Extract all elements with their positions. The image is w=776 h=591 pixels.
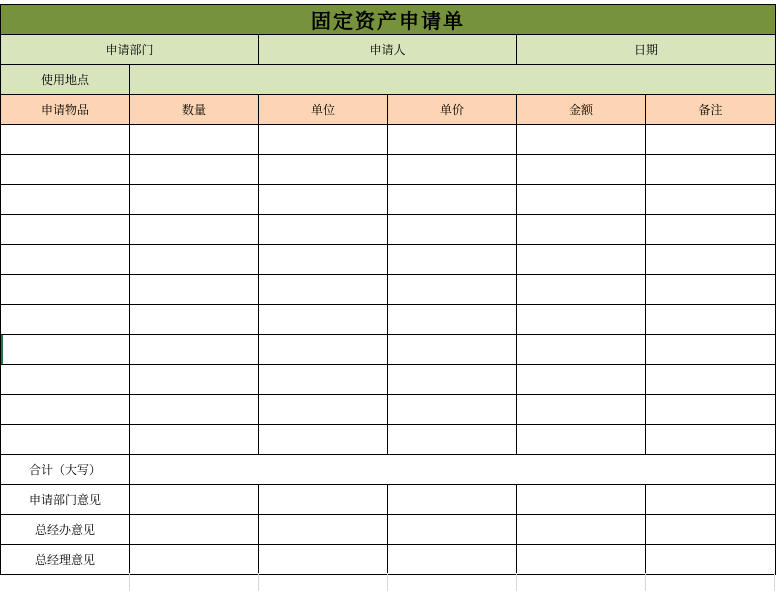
item-cell[interactable] <box>259 215 388 245</box>
item-cell[interactable] <box>1 245 130 275</box>
item-row <box>1 365 776 395</box>
item-cell[interactable] <box>646 335 776 365</box>
item-cell[interactable] <box>130 245 259 275</box>
item-cell[interactable] <box>388 305 517 335</box>
item-cell[interactable] <box>259 305 388 335</box>
item-row <box>1 305 776 335</box>
column-header-quantity[interactable]: 数量 <box>130 95 259 125</box>
item-cell[interactable] <box>388 245 517 275</box>
item-cell[interactable] <box>388 365 517 395</box>
column-header-remarks[interactable]: 备注 <box>646 95 776 125</box>
approval-cell[interactable] <box>388 545 517 575</box>
approval-cell[interactable] <box>646 515 776 545</box>
approval-row <box>1 515 776 545</box>
item-cell[interactable] <box>517 335 646 365</box>
item-cell[interactable] <box>646 215 776 245</box>
item-cell[interactable] <box>646 305 776 335</box>
item-row <box>1 185 776 215</box>
item-cell[interactable] <box>1 275 130 305</box>
approval-row <box>1 545 776 575</box>
total-row <box>1 455 776 485</box>
item-cell[interactable] <box>517 395 646 425</box>
approval-cell[interactable] <box>646 485 776 515</box>
item-cell[interactable] <box>517 185 646 215</box>
column-header-amount[interactable]: 金额 <box>517 95 646 125</box>
fixed-asset-request-form <box>0 4 776 575</box>
item-cell[interactable] <box>517 155 646 185</box>
total-label[interactable]: 合计（大写） <box>1 455 130 485</box>
item-cell[interactable] <box>1 215 130 245</box>
item-cell[interactable] <box>517 275 646 305</box>
item-cell[interactable] <box>388 155 517 185</box>
item-cell[interactable] <box>646 425 776 455</box>
item-cell[interactable] <box>517 425 646 455</box>
item-cell[interactable] <box>259 425 388 455</box>
column-header-unit[interactable]: 单位 <box>259 95 388 125</box>
approval-label-general-office[interactable]: 总经办意见 <box>1 515 130 545</box>
item-cell[interactable] <box>1 185 130 215</box>
item-cell[interactable] <box>259 185 388 215</box>
item-row <box>1 275 776 305</box>
item-row <box>1 125 776 155</box>
item-row <box>1 395 776 425</box>
applicant-label[interactable]: 申请人 <box>259 35 517 65</box>
item-cell[interactable] <box>517 125 646 155</box>
item-cell[interactable] <box>259 395 388 425</box>
item-cell[interactable] <box>259 275 388 305</box>
item-cell[interactable] <box>1 305 130 335</box>
approval-cell[interactable] <box>259 515 388 545</box>
item-cell[interactable] <box>130 425 259 455</box>
item-cell[interactable] <box>1 425 130 455</box>
sheet-gridlines <box>0 573 776 591</box>
item-row <box>1 425 776 455</box>
approval-cell[interactable] <box>259 485 388 515</box>
item-cell[interactable] <box>388 215 517 245</box>
column-header-item[interactable]: 申请物品 <box>1 95 130 125</box>
item-cell[interactable] <box>646 245 776 275</box>
department-label[interactable]: 申请部门 <box>1 35 259 65</box>
approval-label-department[interactable]: 申请部门意见 <box>1 485 130 515</box>
item-cell[interactable] <box>1 365 130 395</box>
item-cell[interactable] <box>259 155 388 185</box>
item-cell[interactable] <box>388 335 517 365</box>
item-cell[interactable] <box>646 365 776 395</box>
item-cell[interactable] <box>646 125 776 155</box>
item-row <box>1 245 776 275</box>
item-cell[interactable] <box>130 185 259 215</box>
item-cell[interactable] <box>259 365 388 395</box>
item-cell[interactable] <box>517 305 646 335</box>
item-rows <box>1 125 776 455</box>
item-cell[interactable] <box>130 365 259 395</box>
item-cell[interactable] <box>130 395 259 425</box>
item-cell[interactable] <box>1 155 130 185</box>
form-title[interactable]: 固定资产申请单 <box>1 5 776 35</box>
item-cell[interactable] <box>130 125 259 155</box>
approval-cell[interactable] <box>130 485 259 515</box>
item-cell[interactable] <box>388 185 517 215</box>
date-label[interactable]: 日期 <box>517 35 776 65</box>
item-cell[interactable] <box>130 215 259 245</box>
item-cell[interactable] <box>259 125 388 155</box>
item-cell[interactable] <box>517 215 646 245</box>
item-cell[interactable] <box>646 275 776 305</box>
item-cell[interactable] <box>388 275 517 305</box>
item-row <box>1 155 776 185</box>
approval-cell[interactable] <box>259 545 388 575</box>
item-cell[interactable] <box>517 245 646 275</box>
approval-label-general-manager[interactable]: 总经理意见 <box>1 545 130 575</box>
approval-cell[interactable] <box>517 485 646 515</box>
item-cell[interactable] <box>1 125 130 155</box>
approval-cell[interactable] <box>388 485 517 515</box>
approval-cell[interactable] <box>388 515 517 545</box>
location-value-cell[interactable] <box>130 65 776 95</box>
item-cell[interactable] <box>1 335 130 365</box>
column-header-unit-price[interactable]: 单价 <box>388 95 517 125</box>
approval-cell[interactable] <box>130 545 259 575</box>
total-value-cell[interactable] <box>130 455 776 485</box>
item-cell[interactable] <box>388 395 517 425</box>
approval-row <box>1 485 776 515</box>
item-row <box>1 215 776 245</box>
approval-cell[interactable] <box>517 515 646 545</box>
approval-cell[interactable] <box>517 545 646 575</box>
item-cell[interactable] <box>259 335 388 365</box>
item-cell[interactable] <box>130 335 259 365</box>
column-header-row <box>1 95 776 125</box>
approval-cell[interactable] <box>130 515 259 545</box>
item-cell[interactable] <box>646 155 776 185</box>
item-cell[interactable] <box>130 155 259 185</box>
approval-cell[interactable] <box>646 545 776 575</box>
item-cell[interactable] <box>388 125 517 155</box>
item-cell[interactable] <box>646 185 776 215</box>
item-cell[interactable] <box>259 245 388 275</box>
item-cell[interactable] <box>130 275 259 305</box>
item-cell[interactable] <box>646 395 776 425</box>
item-cell[interactable] <box>1 395 130 425</box>
item-row <box>1 335 776 365</box>
item-cell[interactable] <box>130 305 259 335</box>
item-cell[interactable] <box>388 425 517 455</box>
item-cell[interactable] <box>517 365 646 395</box>
location-label[interactable]: 使用地点 <box>1 65 130 95</box>
